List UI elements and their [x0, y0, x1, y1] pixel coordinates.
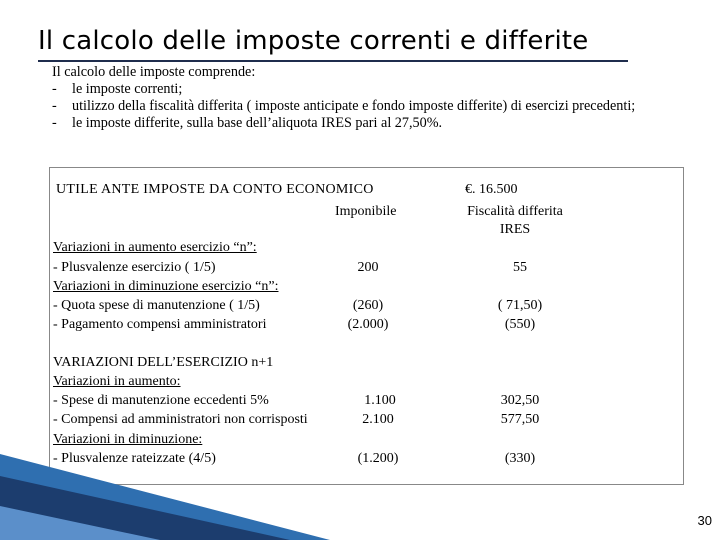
row-ires: ( 71,50) [497, 298, 543, 313]
header-amount: €. 16.500 [465, 182, 518, 197]
bullet-text: le imposte correnti; [72, 81, 183, 97]
intro-heading: Il calcolo delle imposte comprende: [52, 64, 256, 80]
row-ires: 577,50 [500, 412, 540, 427]
bullet-text: le imposte differite, sulla base dell’aliquota IRES pari al 27,50%. [72, 115, 443, 131]
column-header-fiscalita: Fiscalità differita [467, 204, 563, 219]
tax-calculation-table [49, 167, 684, 485]
section-heading-aumento: Variazioni in aumento: [53, 374, 181, 389]
intro-bullet [52, 115, 702, 132]
intro-bullet [52, 98, 702, 115]
row-imponibile: 200 [357, 260, 379, 275]
bullet-dash: - [52, 81, 57, 97]
row-ires: (330) [504, 451, 536, 466]
intro-bullet [52, 81, 702, 98]
bullet-text: utilizzo della fiscalità differita ( imposte anticipate e fondo imposte differite) di esercizi precedenti; [72, 98, 636, 114]
page-number: 30 [697, 513, 712, 528]
bullet-dash: - [52, 98, 57, 114]
column-header-ires: IRES [499, 222, 531, 237]
row-imponibile: 2.100 [362, 412, 394, 427]
intro-text [52, 64, 702, 132]
row-ires: (550) [504, 317, 536, 332]
bullet-dash: - [52, 115, 57, 131]
row-imponibile: (2.000) [347, 317, 389, 332]
row-label: - Plusvalenze rateizzate (4/5) [53, 451, 216, 466]
row-imponibile: (1.200) [357, 451, 399, 466]
section-heading-aumento: Variazioni in aumento esercizio “n”: [53, 240, 257, 255]
row-label: - Spese di manutenzione eccedenti 5% [53, 393, 269, 408]
row-label: - Pagamento compensi amministratori [53, 317, 267, 332]
title-underline [38, 60, 628, 62]
slide-title: Il calcolo delle imposte correnti e differite [38, 26, 589, 56]
section-heading-diminuzione: Variazioni in diminuzione esercizio “n”: [53, 279, 279, 294]
row-imponibile: 1.100 [364, 393, 396, 408]
section-heading-diminuzione: Variazioni in diminuzione: [53, 432, 203, 447]
row-label: - Plusvalenze esercizio ( 1/5) [53, 260, 216, 275]
column-header-imponibile: Imponibile [335, 204, 397, 219]
row-label: - Compensi ad amministratori non corrisposti [53, 412, 308, 427]
header-label: UTILE ANTE IMPOSTE DA CONTO ECONOMICO [56, 182, 374, 197]
row-imponibile: (260) [352, 298, 384, 313]
section-heading: VARIAZIONI DELL’ESERCIZIO n+1 [53, 355, 274, 370]
row-ires: 302,50 [500, 393, 540, 408]
row-ires: 55 [513, 260, 527, 275]
row-label: - Quota spese di manutenzione ( 1/5) [53, 298, 260, 313]
decorative-wave [0, 454, 330, 540]
